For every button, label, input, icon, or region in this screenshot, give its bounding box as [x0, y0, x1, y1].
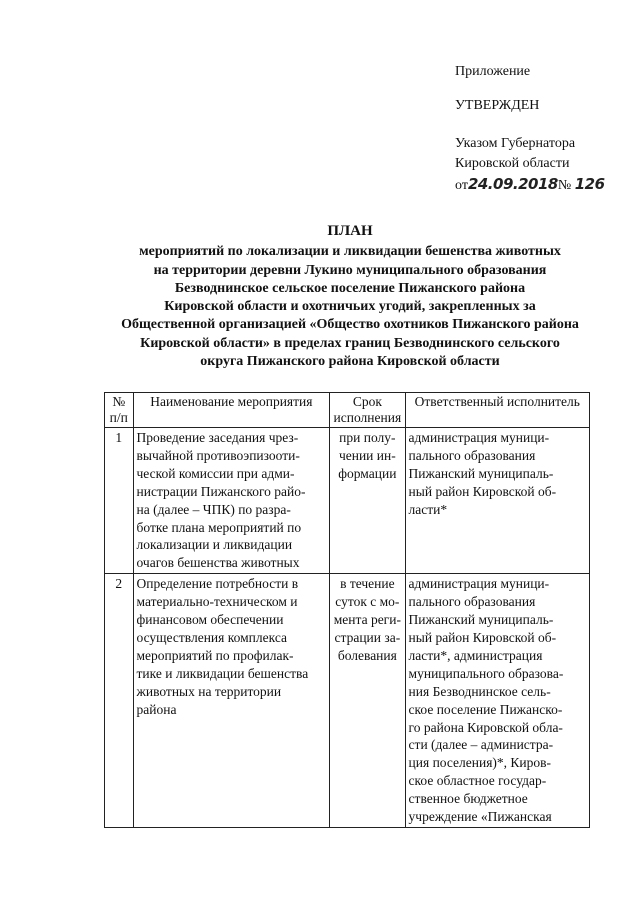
activity-line: на (далее – ЧПК) по разра- — [136, 501, 291, 517]
activity-line: финансовом обеспечении — [136, 612, 284, 628]
subtitle-line: Кировской области» в пределах границ Безводнинского сельского — [140, 335, 560, 351]
responsible-line: учреждение «Пижанская — [408, 809, 552, 825]
activity-line: локализации и ликвидации — [136, 537, 293, 553]
responsible-line: ственное бюджетное — [408, 791, 528, 807]
responsible-line: Пижанский муниципаль- — [408, 612, 554, 628]
responsible-line: ское областное государ- — [408, 773, 547, 789]
activity-line: ботке плана мероприятий по — [136, 519, 302, 535]
deadline-line: мента реги- — [333, 612, 401, 628]
deadline-line: при полу- — [339, 430, 396, 445]
responsible — [405, 428, 589, 574]
responsible-line: пального образования — [408, 594, 536, 610]
responsible-line: ское поселение Пижанско- — [408, 701, 563, 717]
activity-line: района — [136, 701, 177, 717]
deadline-line: болевания — [337, 647, 397, 663]
responsible-line: го района Кировской обла- — [408, 719, 563, 735]
activity-line: животных на территории — [136, 683, 282, 699]
deadline-line: в течение — [340, 576, 395, 592]
header-term — [330, 393, 405, 428]
activity-line: осуществления комплекса — [136, 629, 287, 645]
responsible-line: Пижанский муниципаль- — [408, 465, 554, 481]
subtitle-line: Кировской области и охотничьих угодий, закрепленных за — [164, 299, 536, 315]
activity-line: мероприятий по профилак- — [136, 647, 294, 663]
activity-line: вычайной противоэпизооти- — [136, 447, 300, 463]
table-row — [105, 574, 590, 828]
activity-name — [133, 428, 330, 574]
approval-block — [455, 62, 605, 196]
subtitle-line: Общественной организацией «Общество охотников Пижанского района — [121, 317, 579, 333]
activity-line: ческой комиссии при адми- — [136, 465, 295, 481]
activity-line: Проведение заседания чрез- — [136, 430, 299, 445]
header-resp-line: исполнитель — [506, 394, 580, 409]
deadline-line: страции за- — [334, 629, 401, 645]
activity-name — [133, 574, 330, 828]
plan-title: ПЛАН — [327, 223, 373, 239]
responsible — [405, 574, 589, 828]
decree-line-1: Указом Губернатора — [455, 136, 576, 151]
appendix-label: Приложение — [455, 64, 531, 79]
responsible-line: администрация муници- — [408, 430, 550, 445]
activity-line: Определение потребности в — [136, 576, 299, 592]
subtitle-line: Безводнинское сельское поселение Пижанского района — [174, 280, 526, 296]
responsible-line: ция поселения)*, Киров- — [408, 755, 552, 771]
deadline-line: формации — [338, 465, 397, 481]
deadline-line: чении ин- — [338, 447, 396, 463]
approved-label: УТВЕРЖДЕН — [455, 98, 540, 113]
responsible-line: ный район Кировской об- — [408, 483, 557, 499]
responsible-line: ный район Кировской об- — [408, 629, 557, 645]
table-row — [105, 428, 590, 574]
row-number: 1 — [105, 428, 134, 574]
responsible-line: ласти* — [408, 501, 448, 517]
activity-line: материально-техническом и — [136, 594, 298, 610]
responsible-line: муниципального образова- — [408, 665, 564, 681]
deadline — [330, 428, 405, 574]
activity-line: тике и ликвидации бешенства — [136, 665, 309, 681]
number-sign: № — [557, 178, 572, 193]
date-prefix: от — [455, 178, 468, 193]
responsible-line: пального образования — [408, 447, 536, 463]
header-term-line: исполнения — [333, 410, 402, 425]
deadline — [330, 574, 405, 828]
responsible-line: администрация муници- — [408, 576, 550, 592]
header-resp-line: Ответственный — [414, 394, 504, 409]
header-responsible — [405, 393, 589, 428]
subtitle-line: на территории деревни Лукино муниципального образования — [153, 262, 547, 278]
deadline-line: суток с мо- — [335, 594, 400, 610]
plan-heading — [80, 222, 620, 371]
header-num-line: № — [112, 394, 126, 409]
activity-line: нистрации Пижанского райо- — [136, 483, 306, 499]
header-num-line: п/п — [109, 410, 128, 425]
header-name-line: Наименование мероприятия — [150, 394, 313, 409]
responsible-line: ния Безводнинское сель- — [408, 683, 551, 699]
header-term-line: Срок — [352, 394, 382, 409]
handwritten-date: 24.09.2018 — [467, 175, 558, 193]
plan-table — [104, 392, 590, 828]
table-header-row — [105, 393, 590, 428]
activity-line: очагов бешенства животных — [136, 555, 300, 571]
header-num — [105, 393, 134, 428]
decree-line-2: Кировской области — [455, 156, 570, 171]
decree-date-line — [455, 174, 605, 196]
responsible-line: сти (далее – администра- — [408, 737, 554, 753]
handwritten-number: 126 — [574, 175, 605, 193]
subtitle-line: мероприятий по локализации и ликвидации бешенства животных — [139, 244, 561, 260]
header-name — [133, 393, 330, 428]
responsible-line: ласти*, администрация — [408, 647, 543, 663]
subtitle-line: округа Пижанского района Кировской области — [200, 354, 500, 370]
row-number: 2 — [105, 574, 134, 828]
